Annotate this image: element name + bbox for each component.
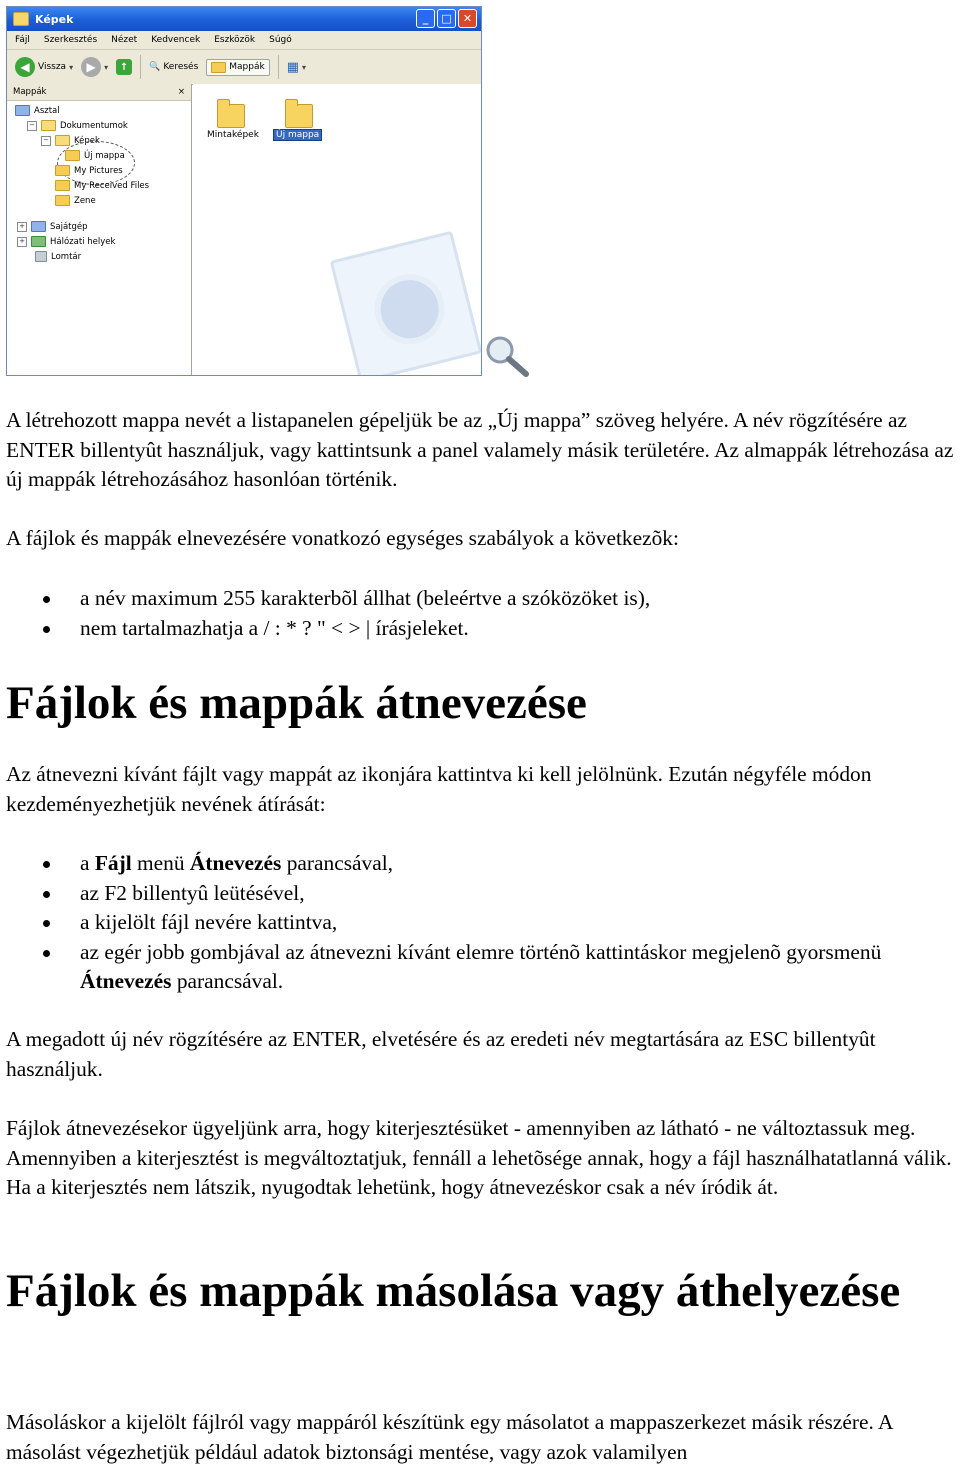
folder-icon[interactable]	[217, 104, 245, 128]
tree-label: Hálózati helyek	[50, 236, 116, 247]
forward-arrow-icon: ▶	[81, 57, 101, 77]
folder-icon	[55, 165, 70, 176]
paragraph: A létrehozott mappa nevét a listapanelen gépeljük be az „Új mappa” szöveg helyére. A név rögzítésére az ENTER billentyût használjuk, vagy kattintsunk a panel valamely másik területére. Az almappák létrehozása az új mappák létrehozásához hasonlóan történik.	[6, 408, 954, 492]
search-button[interactable]	[149, 62, 198, 72]
folder-icon	[55, 195, 70, 206]
desktop-icon	[15, 105, 30, 116]
list-item: nem tartalmazhatja a / : * ? " < > | írásjeleket.	[0, 614, 960, 644]
folder-icon	[41, 120, 56, 131]
rename-methods-list	[0, 849, 960, 997]
menu-file[interactable]: Fájl	[15, 35, 30, 45]
tree-label: Asztal	[34, 105, 60, 116]
views-button[interactable]	[287, 60, 306, 75]
network-icon	[31, 236, 46, 247]
tree-item-my-computer[interactable]	[17, 221, 88, 232]
paragraph: Fájlok átnevezésekor ügyeljünk arra, hogy kiterjesztésüket - amennyiben az látható - ne változtassuk meg. Amennyiben a kiterjesztést is megváltoztatjuk, fennáll a lehetõsége annak, hogy a fájl használhatatlanná válik. Ha a kiterjesztés nem látszik, nyugodtak lehetünk, hogy átnevezéskor csak a név íródik át.	[6, 1116, 952, 1200]
back-label: Vissza	[38, 62, 67, 72]
folder-icon	[55, 180, 70, 191]
expand-icon[interactable]: +	[17, 222, 27, 232]
menu-tools[interactable]: Eszközök	[214, 35, 256, 45]
dropdown-arrow-icon: ▾	[104, 62, 109, 72]
menu-bar	[7, 31, 481, 50]
window-title: Képek	[35, 12, 74, 26]
search-icon: 🔍	[149, 62, 161, 72]
back-arrow-icon: ◀	[15, 57, 35, 77]
file-label-sample-pictures[interactable]: Mintaképek	[207, 130, 259, 140]
folder-tree	[7, 101, 191, 262]
tree-label: My Pictures	[74, 165, 123, 176]
menu-view[interactable]: Nézet	[111, 35, 138, 45]
tree-item-recycle-bin[interactable]	[35, 251, 81, 262]
minimize-button[interactable]: _	[416, 9, 435, 28]
tree-label: My Received Files	[74, 180, 150, 191]
tree-item-desktop[interactable]	[15, 105, 60, 116]
folders-icon	[211, 62, 226, 73]
search-label: Keresés	[163, 62, 199, 72]
section-heading: Fájlok és mappák átnevezése	[6, 677, 587, 729]
up-folder-icon[interactable]: ↑	[116, 59, 132, 75]
menu-favorites[interactable]: Kedvencek	[151, 35, 201, 45]
list-item: az egér jobb gombjával az átnevezni kívánt elemre történõ kattintáskor megjelenõ gyorsmenü Átnevezés parancsával.	[0, 938, 960, 997]
collapse-icon[interactable]: −	[41, 136, 51, 146]
maximize-button[interactable]: □	[437, 9, 456, 28]
expand-icon[interactable]: +	[17, 237, 27, 247]
folders-button[interactable]	[206, 59, 269, 76]
close-button[interactable]: ✕	[458, 9, 477, 28]
highlight-ellipse	[57, 141, 135, 185]
list-item: az F2 billentyû leütésével,	[0, 879, 960, 909]
collapse-icon[interactable]: −	[27, 121, 37, 131]
paragraph: Az átnevezni kívánt fájlt vagy mappát az ikonjára kattintva ki kell jelölnünk. Ezután négyféle módon kezdeményezhetjük nevének átírását:	[6, 762, 872, 816]
menu-help[interactable]: Súgó	[269, 35, 292, 45]
toolbar-separator	[278, 55, 279, 79]
folder-icon[interactable]	[285, 104, 313, 128]
tree-item-documents[interactable]	[27, 120, 128, 131]
section-heading: Fájlok és mappák másolása vagy áthelyezése	[6, 1265, 901, 1317]
forward-button[interactable]	[81, 57, 108, 77]
toolbar	[7, 50, 481, 85]
magnifier-icon[interactable]	[482, 332, 532, 378]
tree-item-my-pictures[interactable]	[55, 165, 123, 176]
paragraph: A fájlok és mappák elnevezésére vonatkozó egységes szabályok a következõk:	[6, 526, 679, 550]
folders-pane-header	[7, 84, 191, 101]
tree-label: Sajátgép	[50, 221, 88, 232]
tree-label: Dokumentumok	[60, 120, 128, 131]
paragraph: Másoláskor a kijelölt fájlról vagy mappáról készítünk egy másolatot a mappaszerkezet másik részére. A másolást végezhetjük például adatok biztonsági mentése, vagy azok valamilyen	[6, 1410, 893, 1464]
tree-label: Zene	[74, 195, 96, 206]
paragraph: A megadott új név rögzítésére az ENTER, elvetésére és az eredeti név megtartására az ESC billentyût használjuk.	[6, 1027, 876, 1081]
folder-icon	[55, 135, 70, 146]
folders-label: Mappák	[229, 62, 265, 72]
file-list	[193, 84, 481, 375]
folders-pane-title: Mappák	[13, 87, 47, 97]
rules-list	[0, 584, 960, 643]
tree-item-music[interactable]	[55, 195, 96, 206]
toolbar-separator	[140, 55, 141, 79]
menu-edit[interactable]: Szerkesztés	[43, 35, 98, 45]
pictures-watermark-icon	[330, 231, 482, 376]
tree-label: Új mappa	[84, 150, 125, 161]
explorer-screenshot	[6, 6, 482, 376]
tree-item-network[interactable]	[17, 236, 115, 247]
pane-close-icon[interactable]: ×	[177, 87, 185, 97]
folder-icon	[13, 12, 29, 26]
tree-item-received-files[interactable]	[55, 180, 149, 191]
tree-label: Képek	[74, 135, 100, 146]
dropdown-arrow-icon: ▾	[302, 62, 307, 72]
window-titlebar	[7, 7, 481, 31]
recycle-bin-icon	[35, 251, 47, 262]
tree-label: Lomtár	[51, 251, 82, 262]
list-item: a Fájl menü Átnevezés parancsával,	[0, 849, 960, 879]
folders-pane	[7, 84, 192, 375]
dropdown-arrow-icon: ▾	[69, 62, 74, 72]
file-label-new-folder[interactable]: Új mappa	[273, 129, 322, 141]
list-item: a kijelölt fájl nevére kattintva,	[0, 908, 960, 938]
list-item: a név maximum 255 karakterbõl állhat (beleértve a szóközöket is),	[0, 584, 960, 614]
back-button[interactable]	[15, 57, 73, 77]
computer-icon	[31, 221, 46, 232]
views-icon: ▦	[286, 59, 300, 75]
